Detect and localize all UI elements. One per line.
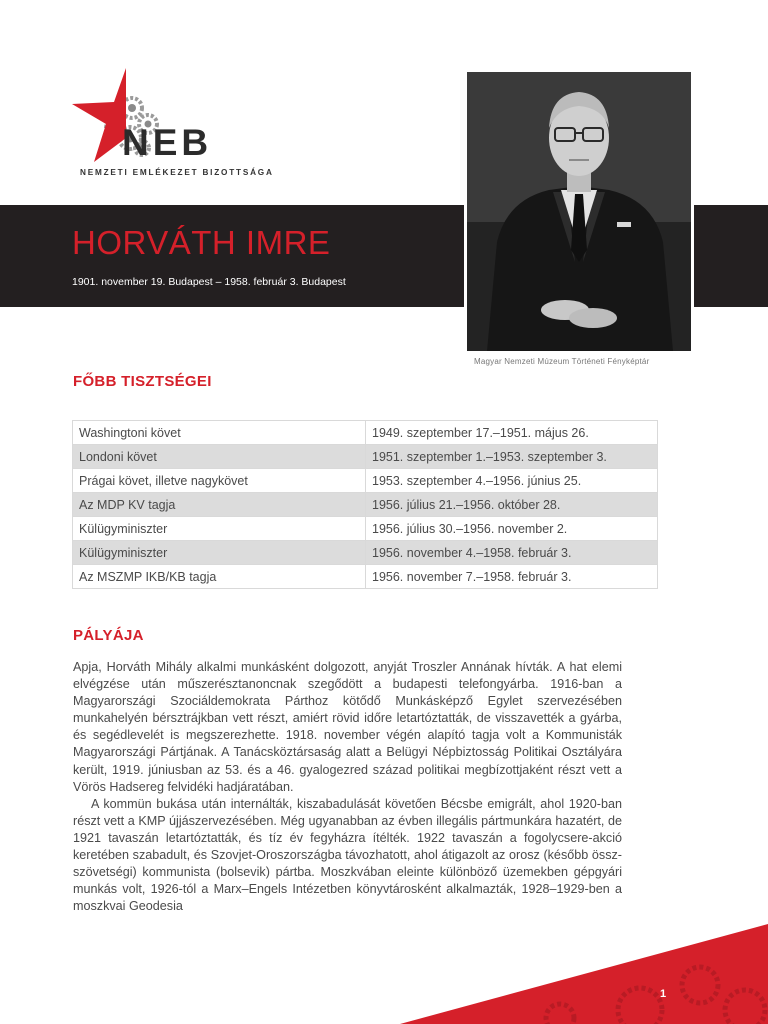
position-title: Az MDP KV tagja [73,493,366,517]
position-title: Washingtoni követ [73,421,366,445]
position-title: Az MSZMP IKB/KB tagja [73,565,366,589]
career-paragraph: A kommün bukása után internálták, kiszabadulását követően Bécsbe emigrált, ahol 1920-ban részt vett a KMP újjászervezésében. Még ugyanabban az évben illegális pártmunkára hazatért, de 1921 tavaszán letartóztatták, és tíz év fegyházra ítélték. 1922 tavaszán a fogolycsere-akció keretében szabadult, és Szovjet-Oroszországba távozhatott, ahol átigazolt az orosz (később össz-szövetségi) kommunista (bolsevik) pártba. Moszkvában eleinte különböző üzemekben gépgyári munkás volt, 1926-tól a Marx–Engels Intézetben könyvtárosként alkalmazták, 1928–1929-ben a moszkvai Geodesia [73,796,622,914]
position-period: 1956. július 21.–1956. október 28. [366,493,658,517]
position-period: 1956. július 30.–1956. november 2. [366,517,658,541]
position-period: 1953. szeptember 4.–1956. június 25. [366,469,658,493]
life-dates: 1901. november 19. Budapest – 1958. február 3. Budapest [72,276,346,288]
position-title: Prágai követ, illetve nagykövet [73,469,366,493]
position-period: 1949. szeptember 17.–1951. május 26. [366,421,658,445]
person-name: HORVÁTH IMRE [72,224,331,261]
photo-credit: Magyar Nemzeti Múzeum Történeti Fényképtár [474,357,650,366]
position-title: Külügyminiszter [73,517,366,541]
page-number: 1 [660,988,667,1000]
positions-heading: FŐBB TISZTSÉGEI [73,373,212,390]
position-title: Külügyminiszter [73,541,366,565]
position-period: 1951. szeptember 1.–1953. szeptember 3. [366,445,658,469]
logo-subtitle: NEMZETI EMLÉKEZET BIZOTTSÁGA [80,168,274,177]
career-paragraph: Apja, Horváth Mihály alkalmi munkásként dolgozott, anyját Troszler Annának hívták. A hat elemi elvégzése után műszerésztanoncnak szegődött a budapesti telefongyárba. 1916-ban a Magyarországi Szociáldemokrata Párthoz kötődő Munkásképző Egylet szervezésében munkahelyén bérsztrájkban vett részt, amiért rövid időre letartóztatták, de visszavették a gyárba, és segédlevelét is megszerezhette. 1918. november végén alapító tagja volt a Kommunisták Magyarországi Pártjának. A Tanácsköztársaság alatt a Belügyi Népbiztosság Politikai Osztályára került, 1919. júniusban az 53. és a 46. gyalogezred század politikai megbízottjaként részt vett a Vörös Hadsereg felvidéki hadjáratában. [73,660,622,794]
position-period: 1956. november 7.–1958. február 3. [366,565,658,589]
career-heading: PÁLYÁJA [73,627,144,644]
logo-wordmark: NEB [122,122,213,163]
position-title: Londoni követ [73,445,366,469]
position-period: 1956. november 4.–1958. február 3. [366,541,658,565]
